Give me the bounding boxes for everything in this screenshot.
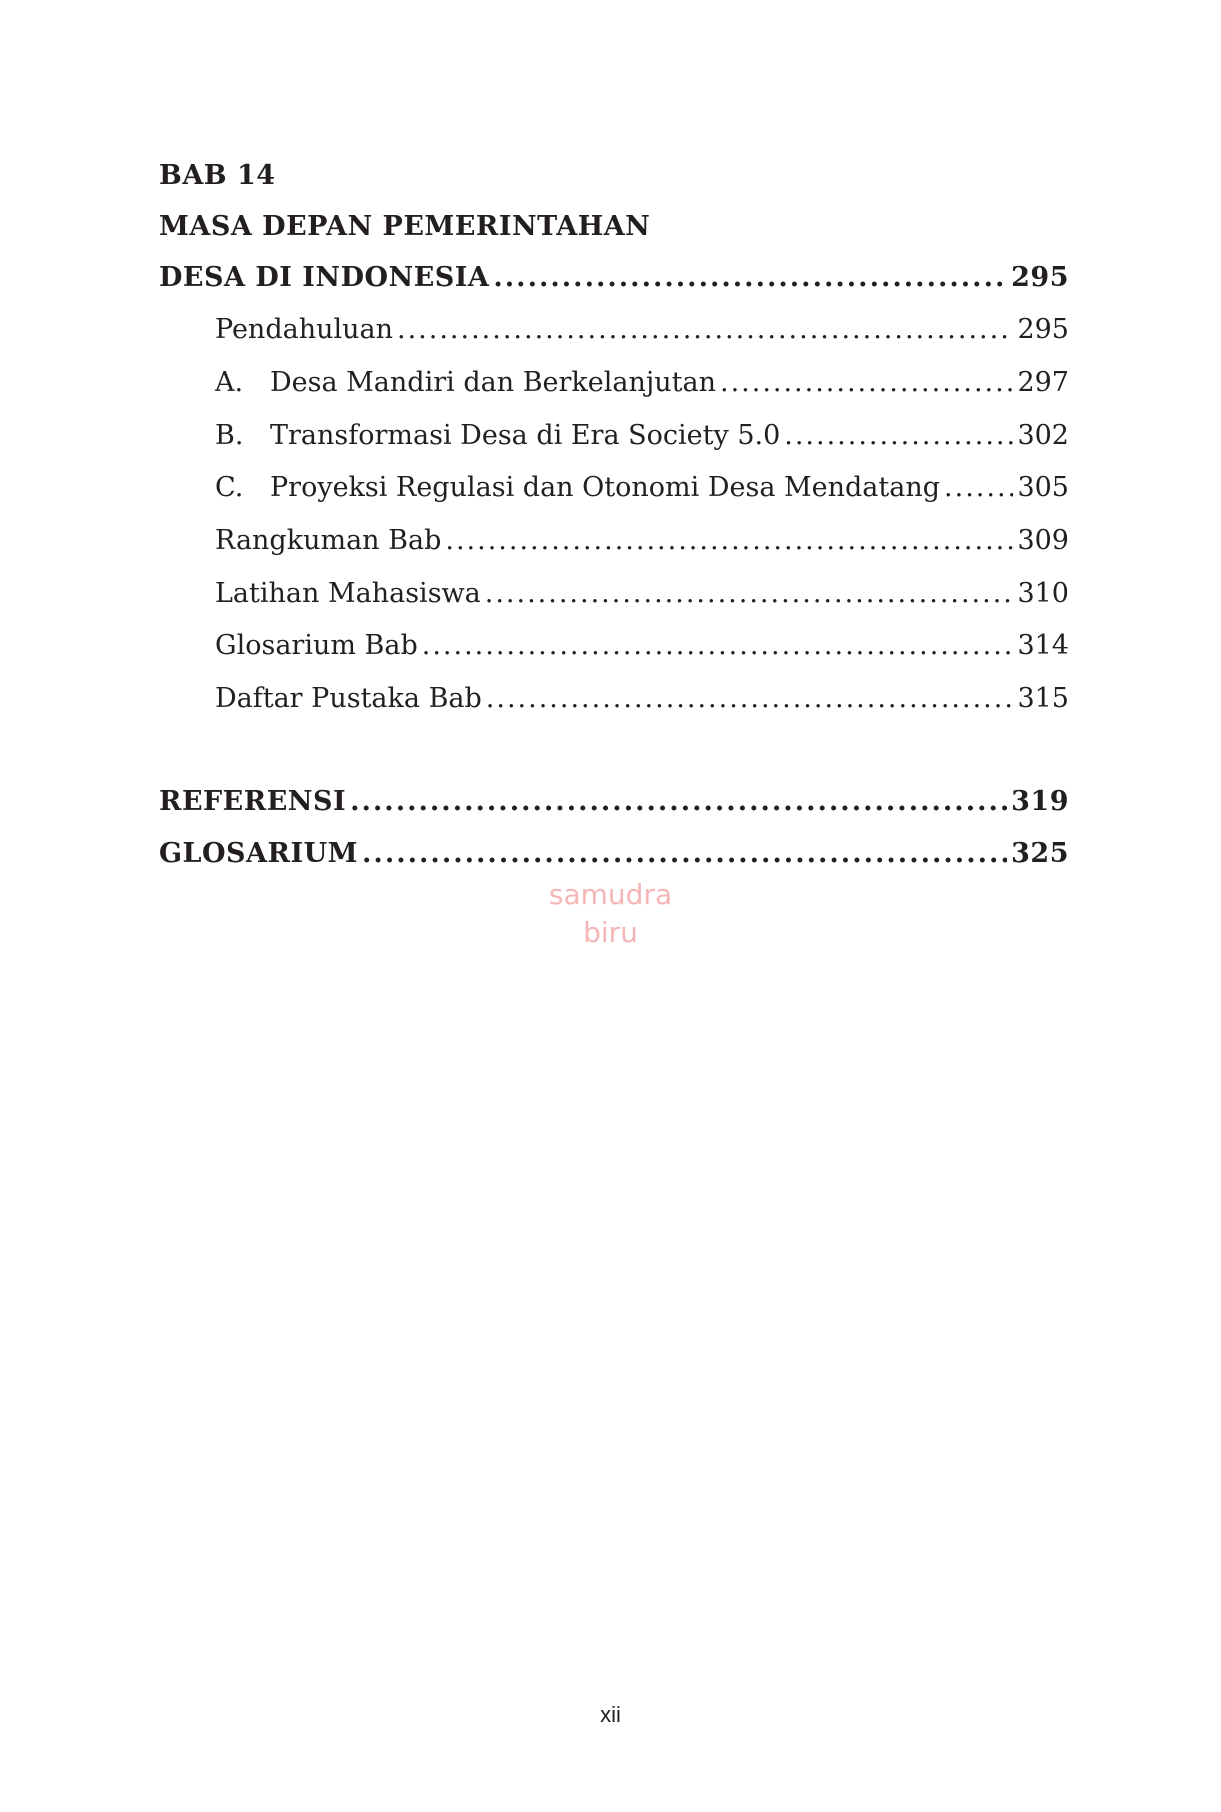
dot-leader (350, 782, 1007, 822)
watermark-line1: samudra (548, 878, 673, 911)
entry-text: Transformasi Desa di Era Society 5.0 (270, 420, 781, 451)
entry-letter: A. (215, 367, 244, 398)
watermark-line2: biru (583, 916, 638, 949)
toc-entry-daftar-pustaka[interactable] (215, 679, 1069, 719)
entry-text: Daftar Pustaka Bab (215, 683, 482, 714)
toc-entry-c[interactable] (215, 468, 1069, 508)
entry-text: Latihan Mahasiswa (215, 578, 481, 609)
entry-text: Proyeksi Regulasi dan Otonomi Desa Mendatang (270, 472, 941, 503)
chapter-page-number: 295 (1011, 262, 1069, 293)
dot-leader (486, 679, 1014, 719)
entry-letter: B. (215, 420, 244, 451)
chapter-title-line2: DESA DI INDONESIA (159, 262, 490, 293)
toc-entry-glosarium[interactable] (159, 834, 1069, 874)
entry-text: GLOSARIUM (159, 838, 359, 869)
toc-entry-glosarium-bab[interactable] (215, 626, 1069, 666)
entry-text: Desa Mandiri dan Berkelanjutan (270, 367, 716, 398)
toc-chapter-entry[interactable] (159, 258, 1069, 298)
dot-leader (493, 258, 1007, 298)
toc-entry-b[interactable] (215, 416, 1069, 456)
dot-leader (397, 310, 1013, 350)
toc-entry-referensi[interactable] (159, 782, 1069, 822)
toc-entry-rangkuman[interactable] (215, 521, 1069, 561)
chapter-label: BAB 14 (159, 160, 276, 191)
entry-page-number: 325 (1011, 838, 1069, 869)
dot-leader (445, 521, 1013, 561)
dot-leader (485, 574, 1014, 614)
entry-text: REFERENSI (159, 786, 347, 817)
toc-entry-a[interactable] (215, 363, 1069, 403)
entry-page-number: 305 (1017, 472, 1069, 503)
toc-entry-latihan[interactable] (215, 574, 1069, 614)
dot-leader (784, 416, 1013, 456)
entry-text: Glosarium Bab (215, 630, 418, 661)
entry-page-number: 309 (1017, 525, 1069, 556)
toc-entry-pendahuluan[interactable] (215, 310, 1069, 350)
entry-page-number: 314 (1017, 630, 1069, 661)
entry-page-number: 297 (1017, 367, 1069, 398)
entry-page-number: 315 (1017, 683, 1069, 714)
entry-page-number: 310 (1017, 578, 1069, 609)
entry-text: Pendahuluan (215, 314, 393, 345)
entry-text: Rangkuman Bab (215, 525, 442, 556)
dot-leader (362, 834, 1007, 874)
dot-leader (422, 626, 1014, 666)
dot-leader (720, 363, 1013, 403)
page-number-footer: xii (600, 1702, 621, 1727)
dot-leader (944, 468, 1013, 508)
entry-page-number: 295 (1017, 314, 1069, 345)
entry-letter: C. (215, 472, 244, 503)
chapter-title-line1: MASA DEPAN PEMERINTAHAN (159, 211, 651, 242)
entry-page-number: 319 (1011, 786, 1069, 817)
entry-page-number: 302 (1017, 420, 1069, 451)
